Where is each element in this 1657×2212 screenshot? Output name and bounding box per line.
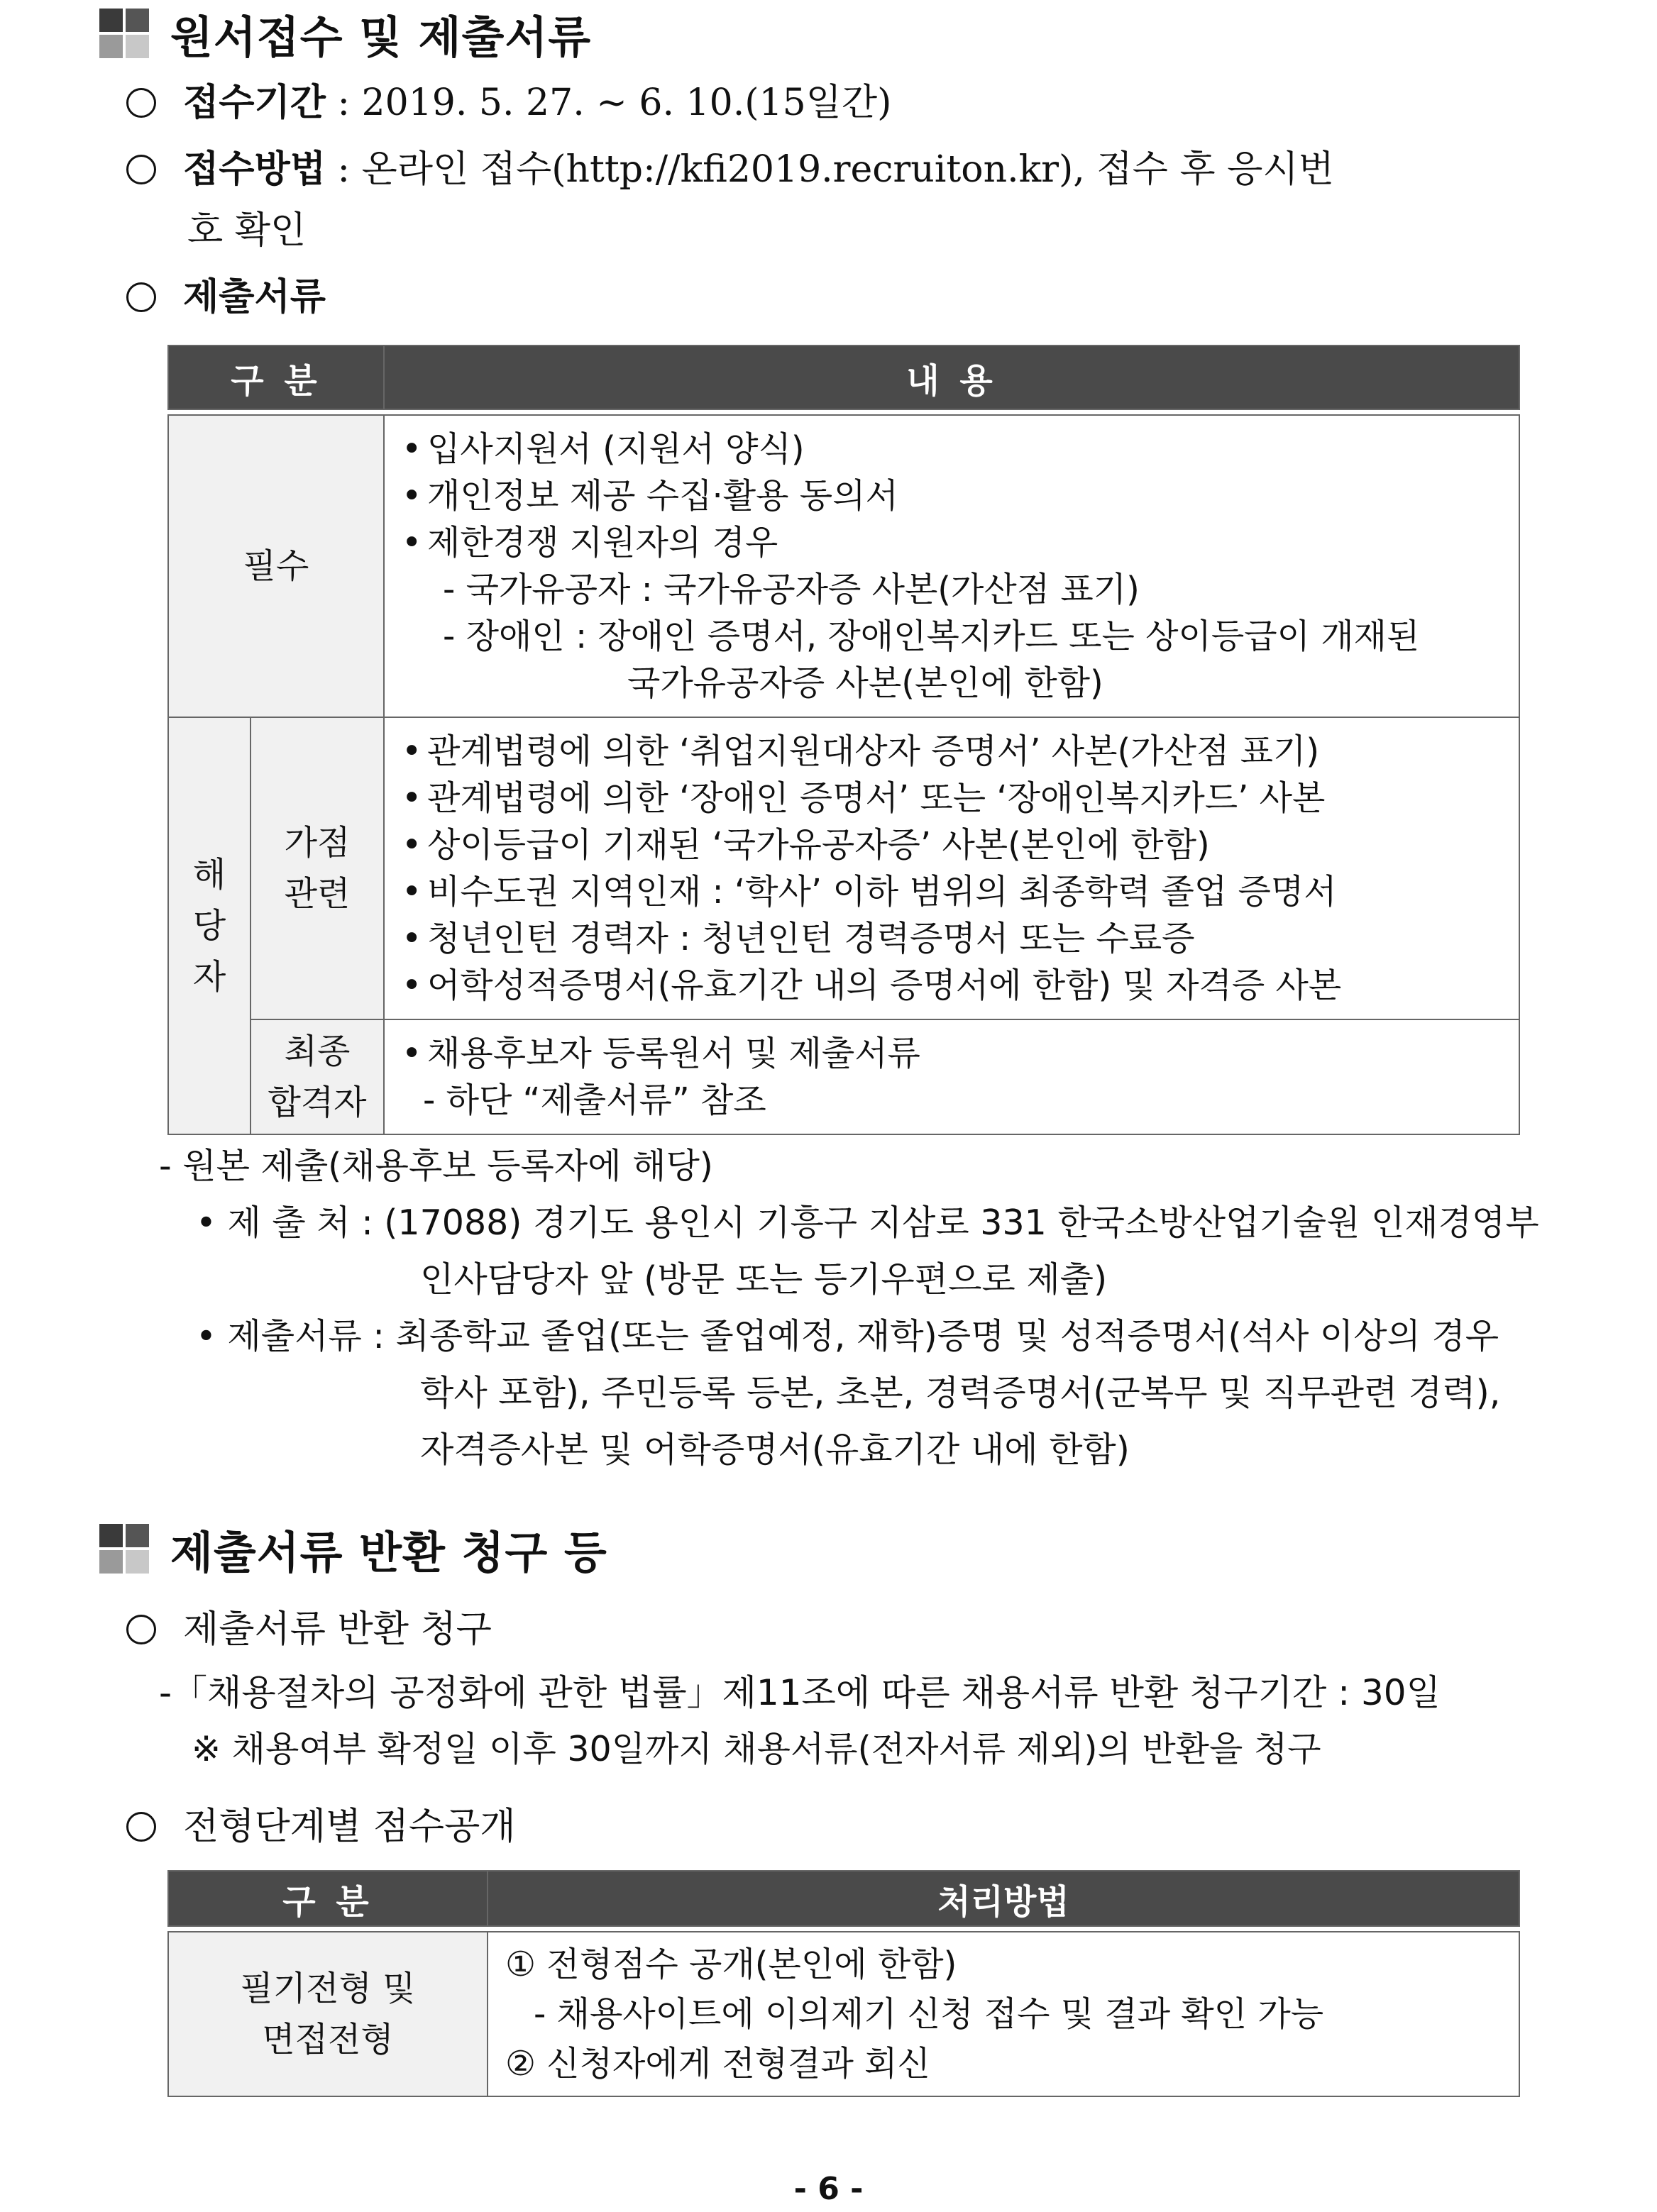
documents-table-header: [168, 345, 1519, 409]
list-item: • 관계법령에 의한 ‘취업지원대상자 증명서’ 사본(가산점 표기): [402, 731, 1320, 771]
period-label: 접수기간: [183, 82, 326, 124]
score-table-header: [168, 1871, 1519, 1926]
section-title-application: [99, 1, 591, 65]
table-row-bonus: [168, 717, 1519, 1019]
list-item: • 입사지원서 (지원서 양식): [402, 429, 805, 469]
bonus-label: 가점 관련: [251, 717, 384, 1019]
return-request-heading: 제출서류 반환 청구: [126, 1605, 492, 1654]
application-period: [126, 78, 891, 128]
circle-bullet-icon: [126, 282, 156, 312]
list-subitem: - 장애인 : 장애인 증명서, 장애인복지카드 또는 상이등급이 개재된: [443, 616, 1420, 656]
list-item: • 청년인턴 경력자 : 청년인턴 경력증명서 또는 수료증: [402, 919, 1195, 958]
section-square-icon: [99, 9, 149, 58]
section-title-return: [99, 1517, 607, 1581]
section-square-icon: [99, 1524, 149, 1574]
final-content: [384, 1019, 1519, 1134]
destination-line-2: 인사담당자 앞 (방문 또는 등기우편으로 제출): [420, 1259, 1108, 1300]
score-row-label: 필기전형 및 면접전형: [168, 1932, 488, 2096]
table-row-required: [168, 415, 1519, 717]
page-number: - 6 -: [793, 2171, 864, 2207]
header-category: 구 분: [168, 345, 384, 409]
section1-title-text: 원서접수 및 제출서류: [170, 11, 592, 63]
list-item: ② 신청자에게 전형결과 회신: [505, 2044, 930, 2084]
list-item: • 개인정보 제공 수집·활용 동의서: [402, 476, 898, 516]
list-item: ① 전형점수 공개(본인에 한함): [505, 1945, 957, 1984]
original-submission-note: - 원본 제출(채용후보 등록자에 해당): [159, 1146, 713, 1186]
circle-bullet-icon: [126, 155, 156, 184]
circle-bullet-icon: [126, 88, 156, 118]
list-subitem-continuation: 국가유공자증 사본(본인에 한함): [627, 663, 1103, 703]
required-content: [384, 415, 1519, 717]
list-item: • 관계법령에 의한 ‘장애인 증명서’ 또는 ‘장애인복지카드’ 사본: [402, 778, 1326, 818]
list-subitem: - 하단 “제출서류” 참조: [423, 1080, 766, 1120]
score-disclosure-heading: 전형단계별 점수공개: [126, 1802, 516, 1852]
docs2-line-3: 자격증사본 및 어학증명서(유효기간 내에 한함): [420, 1429, 1130, 1470]
circle-bullet-icon: [126, 1812, 156, 1842]
table-row-score: [168, 1932, 1519, 2096]
section2-title-text: 제출서류 반환 청구 등: [170, 1526, 607, 1578]
list-item: • 상이등급이 기재된 ‘국가유공자증’ 사본(본인에 한함): [402, 825, 1210, 865]
submission-documents-heading: [126, 272, 326, 322]
destination-line: • 제 출 처 : (17088) 경기도 용인시 기흥구 지삼로 331 한국소방산업기술원 인재경영부: [196, 1202, 1539, 1243]
return-note: ※ 채용여부 확정일 이후 30일까지 채용서류(전자서류 제외)의 반환을 청구: [192, 1729, 1321, 1769]
list-item: • 어학성적증명서(유효기간 내의 증명서에 한함) 및 자격증 사본: [402, 966, 1342, 1005]
bonus-content: [384, 717, 1519, 1019]
required-label: 필수: [168, 415, 384, 717]
documents-table: [167, 345, 1520, 1135]
list-item: • 제한경쟁 지원자의 경우: [402, 523, 778, 563]
list-item: • 채용후보자 등록원서 및 제출서류: [402, 1034, 920, 1073]
docs-label: 제출서류: [183, 276, 326, 319]
applicable-label: 해 당 자: [168, 717, 251, 1134]
docs2-line: • 제출서류 : 최종학교 졸업(또는 졸업예정, 재학)증명 및 성적증명서(석사 이상의 경우: [196, 1316, 1499, 1356]
table-row-final: [168, 1019, 1519, 1134]
header-content: 내 용: [384, 345, 1519, 409]
list-item: • 비수도권 지역인재 : ‘학사’ 이하 범위의 최종학력 졸업 증명서: [402, 872, 1337, 912]
method-label: 접수방법: [183, 148, 326, 191]
header-category: 구 분: [168, 1871, 488, 1926]
score-table: [167, 1870, 1520, 2097]
list-subitem: - 국가유공자 : 국가유공자증 사본(가산점 표기): [443, 570, 1140, 609]
method-continuation: 호 확인: [187, 209, 307, 252]
return-period-line: -「채용절차의 공정화에 관한 법률」제11조에 따른 채용서류 반환 청구기간 : 30일: [159, 1672, 1441, 1713]
period-value: : 2019. 5. 27. ~ 6. 10.(15일간): [325, 82, 892, 124]
list-subitem: - 채용사이트에 이의제기 신청 접수 및 결과 확인 가능: [534, 1994, 1324, 2034]
method-value: : 온라인 접수(http://kfi2019.recruiton.kr), 접수 후 응시번: [325, 148, 1334, 191]
circle-bullet-icon: [126, 1615, 156, 1644]
docs2-line-2: 학사 포함), 주민등록 등본, 초본, 경력증명서(군복무 및 직무관련 경력),: [420, 1373, 1501, 1413]
header-method: 처리방법: [488, 1871, 1519, 1926]
application-method: [126, 145, 1334, 194]
score-row-content: [488, 1932, 1519, 2096]
final-label: 최종 합격자: [251, 1019, 384, 1134]
